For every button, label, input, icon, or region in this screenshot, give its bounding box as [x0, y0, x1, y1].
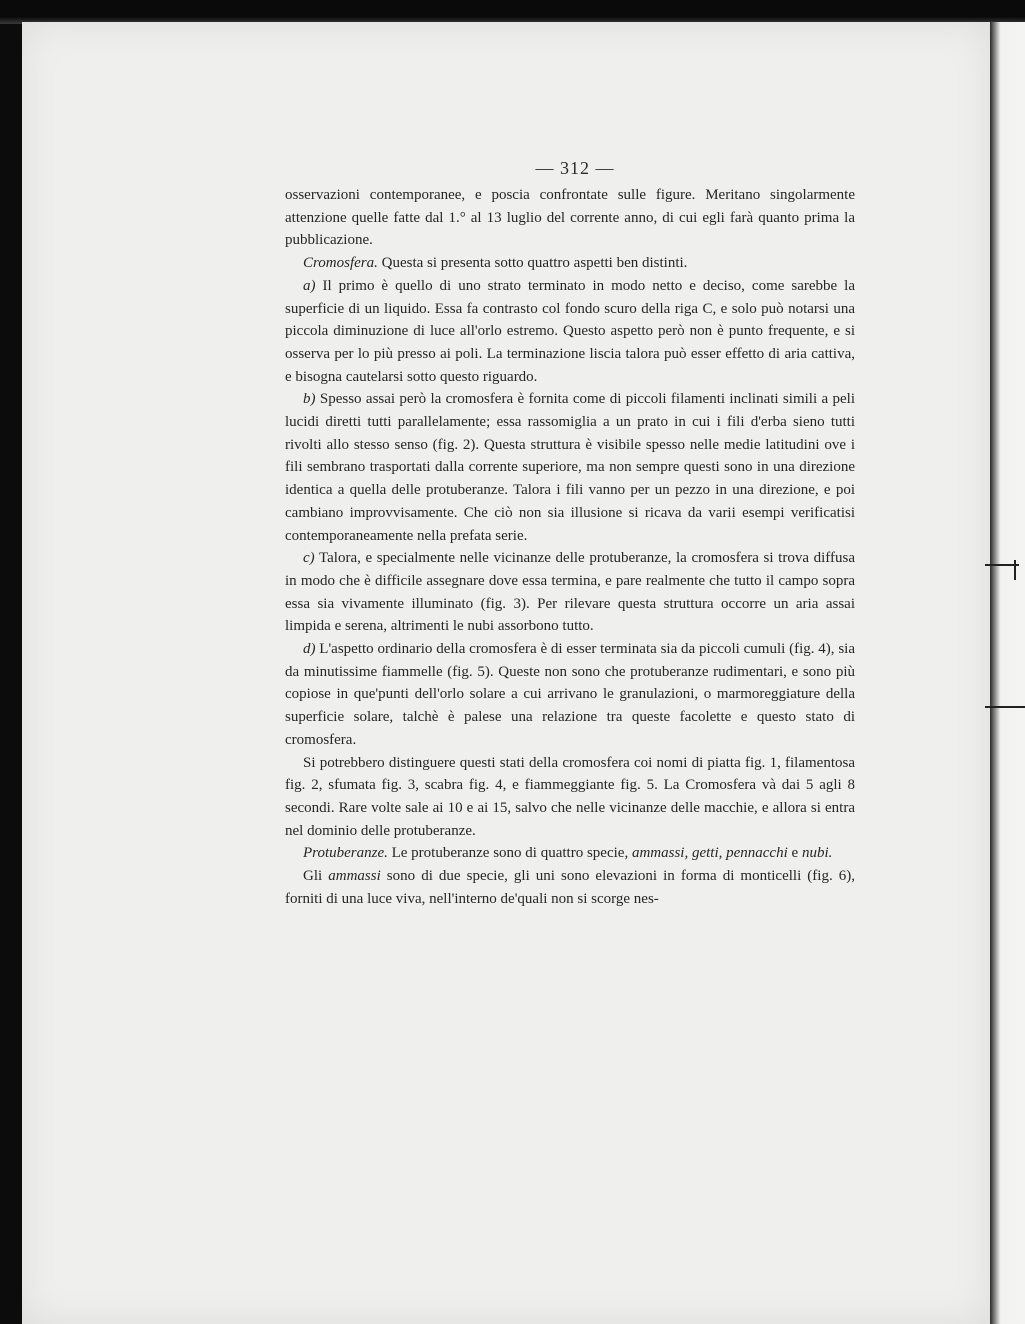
paragraph-p1 [285, 184, 855, 252]
text-run: e [787, 845, 802, 862]
text-run: a) [303, 277, 316, 294]
text-run: ammassi [328, 868, 381, 885]
paragraph-p9 [285, 865, 855, 910]
text-run: nubi. [801, 845, 833, 862]
text-run: osservazioni contemporanee, e poscia confrontate sulle figure. Meritano singolarmente attenzione quelle fatte dal 1.° al 13 luglio del corrente anno, di cui egli farà quanto prima la pubblicazione. [285, 187, 855, 249]
text-run: Questa si presenta sotto quattro aspetti ben distinti. [377, 255, 688, 272]
text-run: Si potrebbero distinguere questi stati della cromosfera coi nomi di piatta fig. 1, filamentosa fig. 2, sfumata fig. 3, scabra fig. 4, e fiammeggiante fig. 5. La Cromosfera và dai 5 agli 8 secondi. Rare volte sale ai 10 e ai 15, salvo che nelle vicinanze delle macchie, e allora si entra nel dominio delle protuberanze. [285, 754, 855, 839]
body-text [285, 184, 855, 911]
registration-mark-lower [985, 706, 1025, 708]
text-run: d) [303, 641, 316, 658]
text-run: b) [303, 391, 316, 408]
page-edge-shadow [990, 22, 1025, 1324]
paragraph-p6 [285, 638, 855, 752]
paragraph-p3 [285, 275, 855, 389]
scan-top-border [0, 0, 1025, 24]
text-run: sono di due specie, gli uni sono elevazioni in forma di monticelli (fig. 6), forniti di una luce viva, nell'interno de'quali non si scorge nes- [285, 868, 855, 907]
paragraph-p7 [285, 752, 855, 843]
text-run: c) [303, 550, 315, 567]
text-run: Il primo è quello di uno strato terminato in modo netto e deciso, come sarebbe la superficie di un liquido. Essa fa contrasto col fondo scuro della riga C, e solo può notarsi una piccola diminuzione di luce all'orlo estremo. Questo aspetto però non è punto frequente, e si osserva per lo più presso ai poli. La terminazione liscia talora può esser effetto di aria cattiva, e bisogna cautelarsi sotto questo riguardo. [285, 277, 855, 385]
text-run: Protuberanze. [303, 845, 388, 862]
text-run: ammassi, getti, pennacchi [631, 845, 788, 862]
registration-mark-upper-stem [1014, 560, 1016, 580]
text-run: L'aspetto ordinario della cromosfera è di esser terminata sia da piccoli cumuli (fig. 4), sia da minutissime fiammelle (fig. 5). Queste non sono che protuberanze rudimentari, e sono più copiose in que'punti dell'orlo solare a cui arrivano le granulazioni, o marmoreggiature della superficie solare, talchè è palese una relazione tra queste facolette e questo stato di cromosfera. [285, 641, 855, 748]
text-run: Spesso assai però la cromosfera è fornita come di piccoli filamenti inclinati simili a peli lucidi diretti tutti parallelamente; essa rassomiglia a un prato in cui i fili d'erba sieno tutti rivolti allo stesso senso (fig. 2). Questa struttura è visibile spesso nelle medie latitudini ove i fili sembrano trasportati dalla corrente superiore, ma non sempre questi sono in una direzione identica a quella delle protuberanze. Talora i fili vanno per un pezzo in una direzione, e poi cambiano improvvisamente. Che ciò non sia illusione si ricava da varii esempi verificatisi contemporaneamente nella prefata serie. [285, 391, 855, 544]
paragraph-p2 [285, 252, 855, 275]
text-run: Cromosfera. [303, 255, 378, 272]
text-run: Gli [303, 868, 329, 885]
text-run: Talora, e specialmente nelle vicinanze delle protuberanze, la cromosfera si trova diffusa in modo che è difficile assegnare dove essa termina, e pare realmente che tutto il campo sopra essa sia vivamente illuminato (fig. 3). Per rilevare questa struttura occorre un aria assai limpida e serena, altrimenti le nubi assorbono tutto. [285, 550, 855, 635]
text-run: Le protuberanze sono di quattro specie, [387, 845, 632, 862]
page-number: — 312 — [535, 158, 615, 178]
paragraph-p8 [285, 842, 855, 865]
paragraph-p4 [285, 388, 855, 547]
paragraph-p5 [285, 547, 855, 638]
